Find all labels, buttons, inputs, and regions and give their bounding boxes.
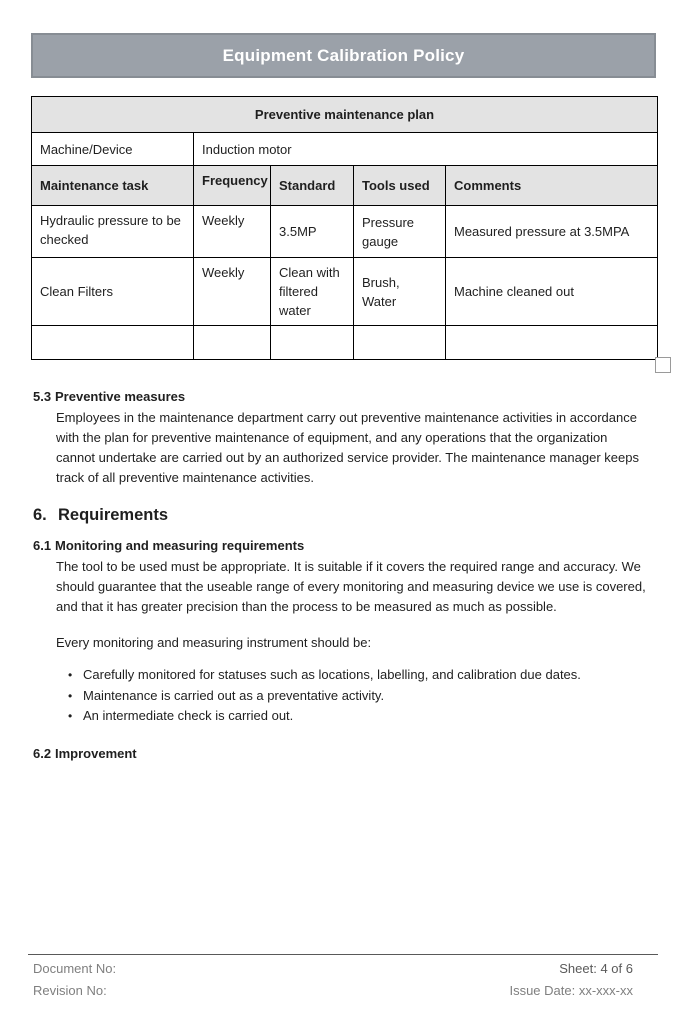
section-title: Requirements <box>58 506 169 524</box>
list-item <box>68 665 647 686</box>
cell-comments <box>446 326 658 360</box>
cell-task <box>32 326 194 360</box>
bullet-icon: • <box>68 668 73 682</box>
preventive-maintenance-table <box>31 96 658 360</box>
list-item-text: An intermediate check is carried out. <box>83 708 294 723</box>
bullet-list-intro: Every monitoring and measuring instrument should be: <box>56 635 372 650</box>
table-row-empty <box>32 326 658 360</box>
list-item <box>68 686 647 707</box>
section-6-1-body: The tool to be used must be appropriate. It is suitable if it covers the required range and accuracy. We should guarantee that the useable range of every monitoring and measuring device we use is covered, and that it has greater precision than the process to be measured as much as possible. <box>56 559 646 614</box>
cell-frequency <box>194 326 271 360</box>
section-5-3-heading <box>33 387 647 407</box>
table-row <box>32 258 658 326</box>
footer-right <box>509 958 633 1002</box>
machine-device-value: Induction motor <box>194 133 658 166</box>
document-no-label: Document No: <box>33 961 117 976</box>
cell-task: Hydraulic pressure to be checked <box>32 206 194 258</box>
column-header-maintenance-task: Maintenance task <box>32 166 194 206</box>
list-item-text: Carefully monitored for statuses such as locations, labelling, and calibration due dates. <box>83 667 581 682</box>
table-header-row <box>32 166 658 206</box>
section-6-1-heading <box>33 536 647 556</box>
cell-standard: 3.5MP <box>271 206 354 258</box>
cell-tools: Brush, Water <box>354 258 446 326</box>
revision-no-label: Revision No: <box>33 983 107 998</box>
table-title-row <box>32 97 658 133</box>
section-6-heading <box>33 505 647 525</box>
bullet-icon: • <box>68 688 73 703</box>
footer-left <box>33 958 116 1002</box>
section-number: 6. <box>33 506 47 524</box>
document-title-banner <box>31 33 656 78</box>
table-row <box>32 206 658 258</box>
cell-comments: Machine cleaned out <box>446 258 658 326</box>
section-6-2-heading <box>33 744 647 764</box>
cell-frequency: Weekly <box>194 258 271 326</box>
section-title: Monitoring and measuring requirements <box>55 538 305 553</box>
column-header-comments: Comments <box>446 166 658 206</box>
section-title: Improvement <box>55 745 137 761</box>
machine-device-label: Machine/Device <box>32 133 194 166</box>
cell-tools: Pressure gauge <box>354 206 446 258</box>
document-title: Equipment Calibration Policy <box>222 45 465 65</box>
section-number: 5.3 <box>33 389 52 404</box>
bullet-list <box>68 665 647 727</box>
cell-comments: Measured pressure at 3.5MPA <box>446 206 658 258</box>
section-number: 6.2 <box>33 745 52 761</box>
column-header-frequency: Frequency <box>194 166 271 206</box>
footer-divider <box>28 954 658 955</box>
table-title: Preventive maintenance plan <box>32 97 658 133</box>
cell-frequency: Weekly <box>194 206 271 258</box>
cell-standard <box>271 326 354 360</box>
machine-device-row <box>32 133 658 166</box>
sheet-number: Sheet: 4 of 6 <box>559 961 633 976</box>
section-5-3-body: Employees in the maintenance department carry out preventive maintenance activities in accordance with the plan for preventive maintenance of equipment, and any operations that the organization cannot undertake are carried out by an authorized service provider. The maintenance manager keeps track of all preventive maintenance activities. <box>56 410 639 485</box>
section-title: Preventive measures <box>55 389 186 404</box>
column-header-tools-used: Tools used <box>354 166 446 206</box>
cell-task: Clean Filters <box>32 258 194 326</box>
cell-standard: Clean with filtered water <box>271 258 354 326</box>
document-body <box>33 387 647 765</box>
column-header-standard: Standard <box>271 166 354 206</box>
resize-handle-square <box>655 357 671 373</box>
section-number: 6.1 <box>33 538 52 553</box>
list-item <box>68 706 647 727</box>
list-item-text: Maintenance is carried out as a preventative activity. <box>83 687 385 703</box>
issue-date: Issue Date: xx-xxx-xx <box>509 983 633 998</box>
cell-tools <box>354 326 446 360</box>
bullet-icon: • <box>68 709 73 723</box>
